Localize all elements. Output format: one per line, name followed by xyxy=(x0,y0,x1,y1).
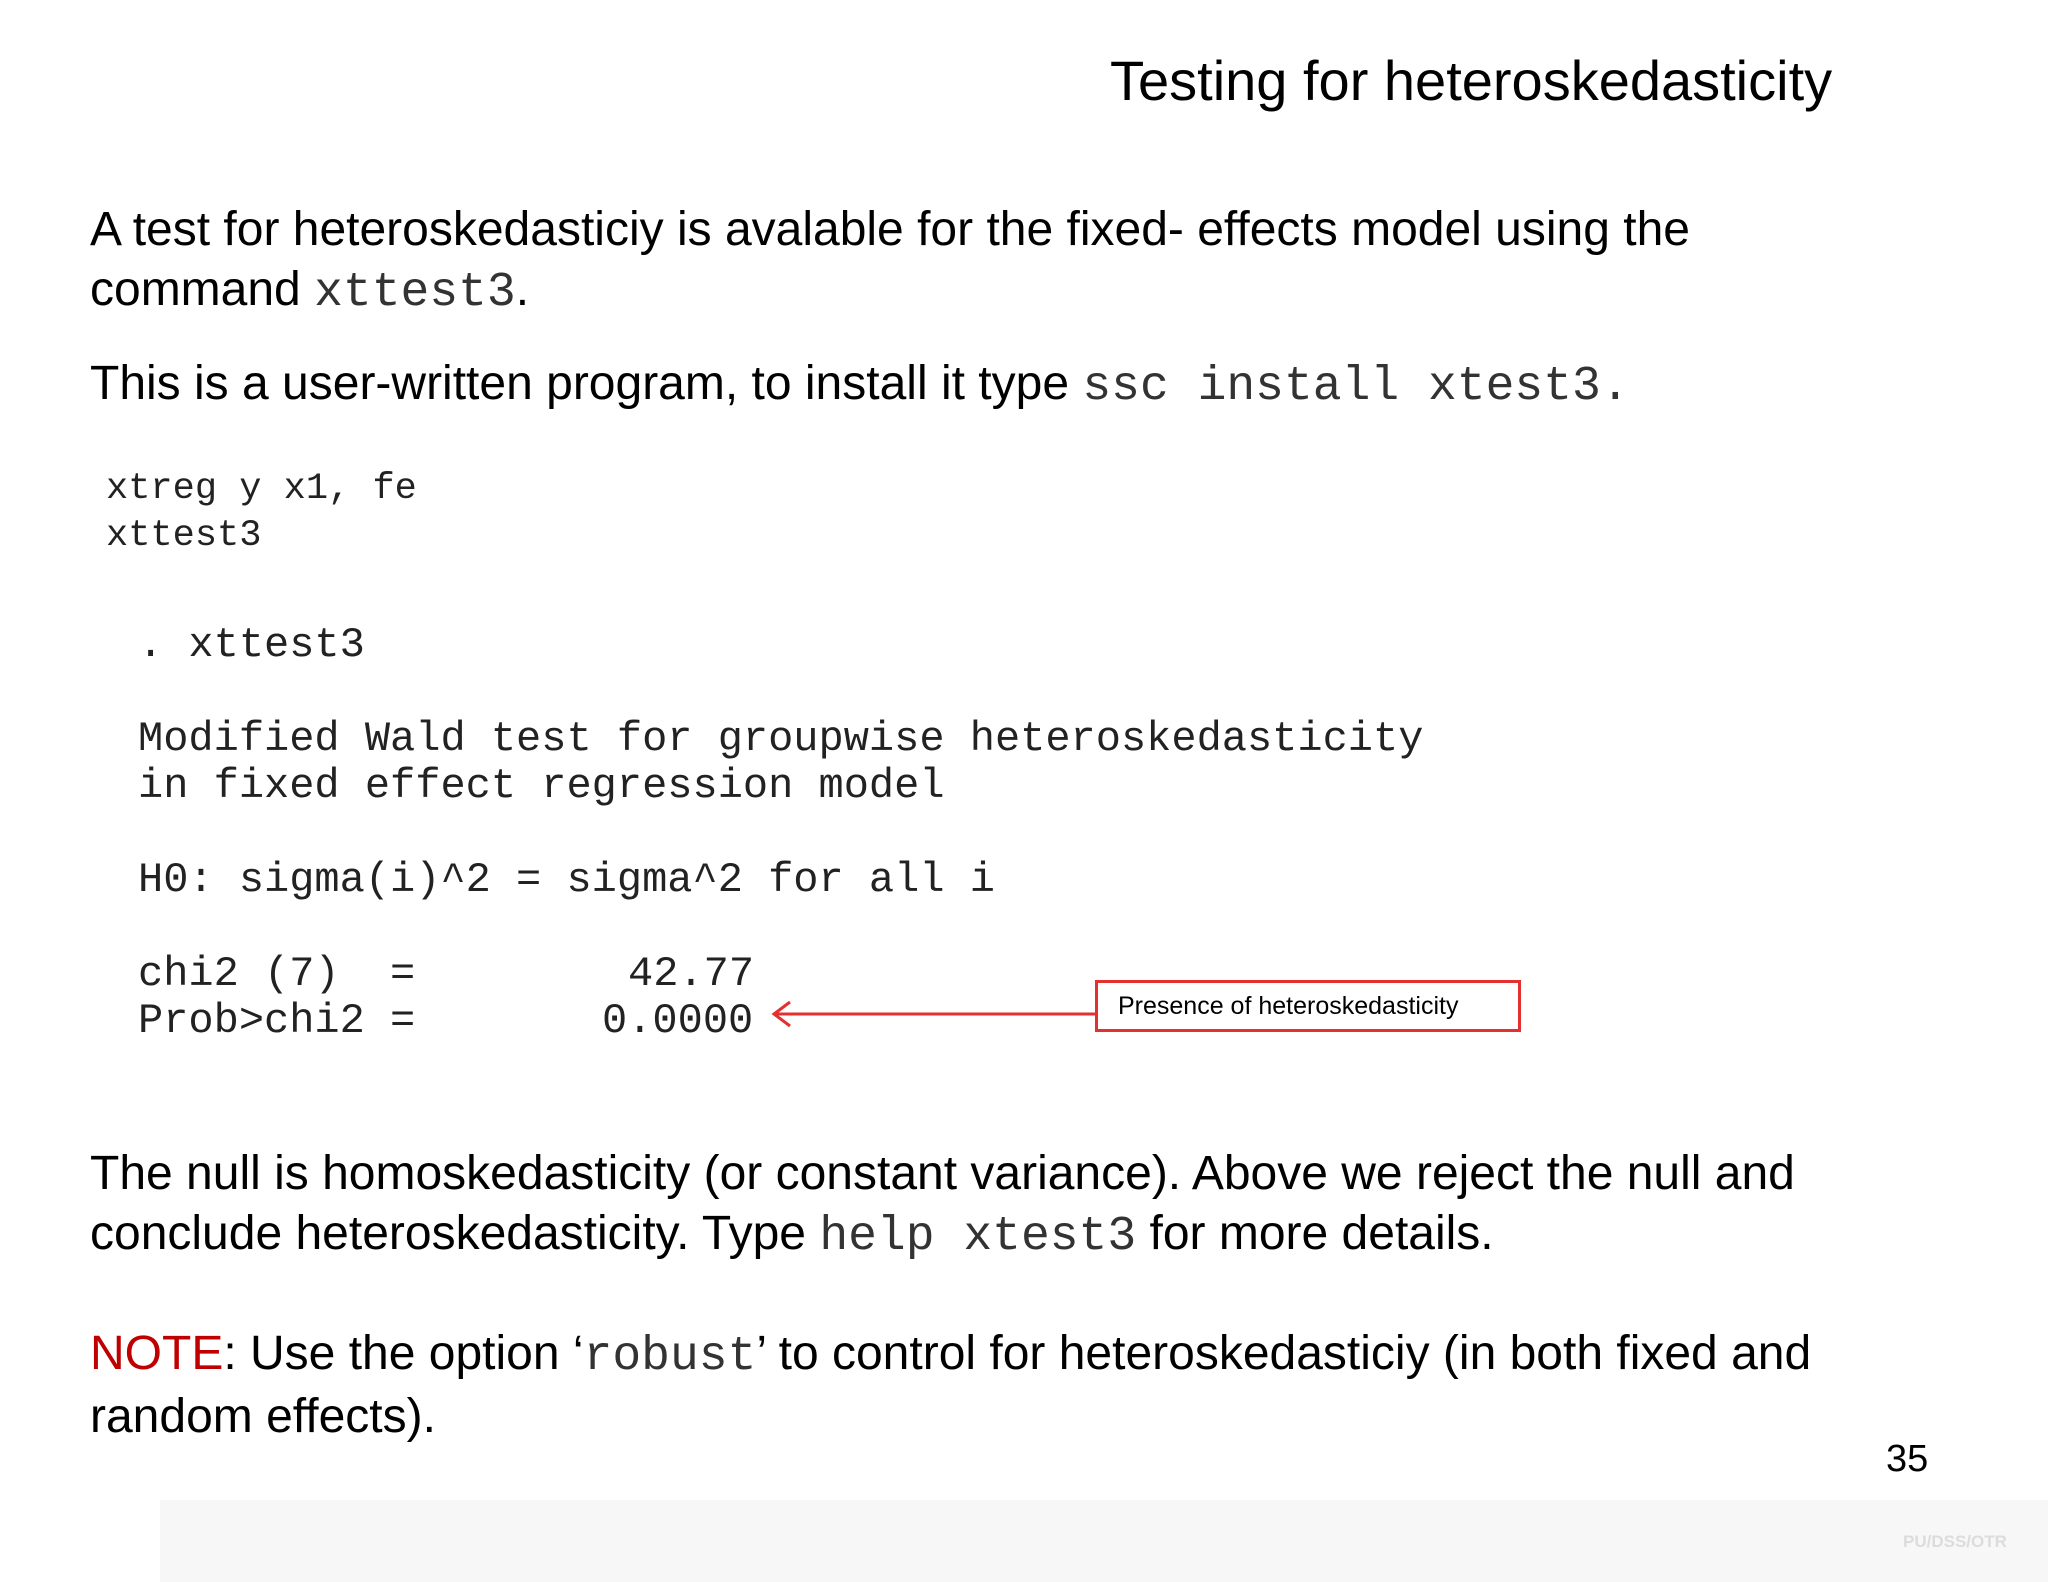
note-paragraph xyxy=(90,1324,1811,1447)
command-lines xyxy=(106,466,417,560)
command-line: xttest3 xyxy=(106,515,262,557)
intro-line-1: A test for heteroskedasticiy is avalable for the fixed- effects model using the xyxy=(90,203,1690,256)
callout-box: Presence of heteroskedasticity xyxy=(1095,980,1521,1032)
output-hypothesis: H0: sigma(i)^2 = sigma^2 for all i xyxy=(138,856,995,904)
note-label: NOTE xyxy=(90,1327,224,1380)
intro-line-2 xyxy=(90,260,1690,323)
prob-value: 0.0000 xyxy=(602,997,754,1045)
chi2-value: 42.77 xyxy=(628,950,755,998)
output-heading-2: in fixed effect regression model xyxy=(138,762,945,810)
conclusion-text: conclude heteroskedasticity. Type xyxy=(90,1207,820,1260)
prob-label: Prob>chi2 = xyxy=(138,997,416,1045)
slide-title: Testing for heteroskedasticity xyxy=(1110,49,1833,112)
conclusion-suffix: for more details. xyxy=(1136,1207,1494,1260)
conclusion-paragraph xyxy=(90,1144,1795,1267)
note-text: : Use the option ‘ xyxy=(223,1327,584,1380)
page-number: 35 xyxy=(1886,1438,1929,1480)
robust-option-code: robust xyxy=(583,1330,757,1384)
note-line-1 xyxy=(90,1324,1811,1387)
intro-period: . xyxy=(515,263,530,316)
intro-command-code: xttest3 xyxy=(314,266,516,320)
conclusion-line-1: The null is homoskedasticity (or constant variance). Above we reject the null and xyxy=(90,1147,1795,1200)
callout-arrow-icon xyxy=(768,996,1098,1032)
slide-background xyxy=(160,1500,2048,1582)
intro-paragraph xyxy=(90,200,1690,323)
conclusion-line-2 xyxy=(90,1204,1795,1267)
install-command-code: ssc install xtest3. xyxy=(1082,360,1630,414)
command-line: xtreg y x1, fe xyxy=(106,468,417,510)
install-paragraph xyxy=(90,354,1630,417)
install-text: This is a user-written program, to install it type xyxy=(90,357,1083,410)
help-command-code: help xtest3 xyxy=(819,1210,1137,1264)
footer-watermark: PU/DSS/OTR xyxy=(1903,1532,2007,1551)
output-heading-1: Modified Wald test for groupwise heteroskedasticity xyxy=(138,715,1424,763)
intro-text: command xyxy=(90,263,315,316)
output-prompt: . xttest3 xyxy=(138,621,365,669)
note-text-after: ’ to control for heteroskedasticiy (in both fixed and xyxy=(756,1327,1812,1380)
note-line-2: random effects). xyxy=(90,1390,436,1443)
chi2-label: chi2 (7) = xyxy=(138,950,416,998)
